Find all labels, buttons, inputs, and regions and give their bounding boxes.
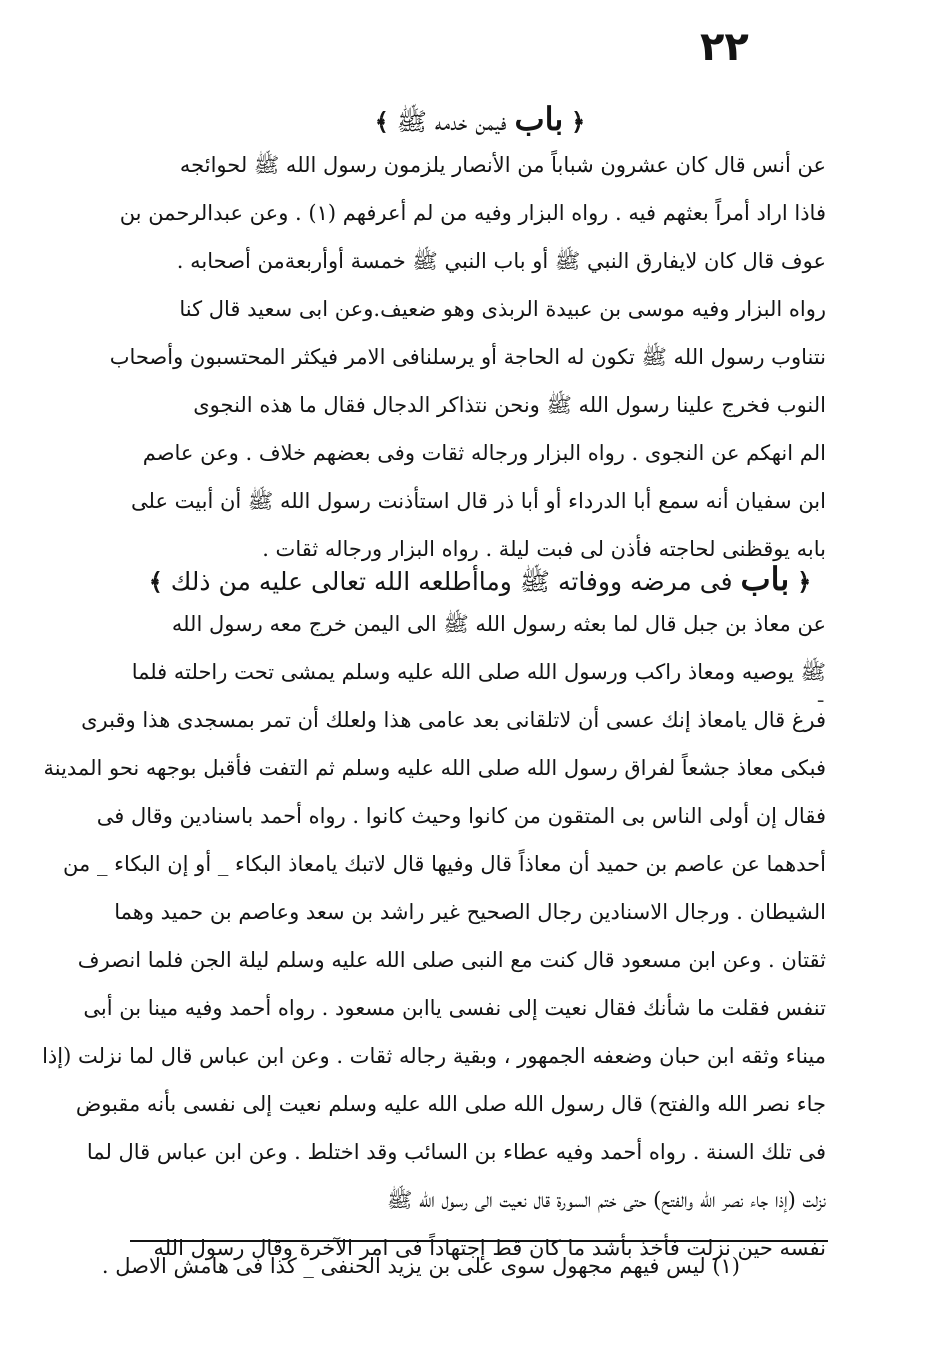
- section-heading-illness-death: [130, 554, 830, 604]
- text-line: نزلت (إذا جاء نصر الله والفتح) حتى ختم السورة قال نعيت الى رسول الله ﷺ: [386, 1188, 826, 1212]
- heading-open-ornament: ﴿: [797, 567, 812, 596]
- text-line: الم انهكم عن النجوى . رواه البزار ورجاله ثقات وفى بعضهم خلاف . وعن عاصم: [142, 441, 826, 465]
- section-2-body: [42, 600, 826, 1272]
- text-line: نفسه حين نزلت فأخذ بأشد ما كان قط إجتهاداً فى امر الآخرة وقال رسول الله: [153, 1236, 826, 1260]
- text-line: ميناء وثقه ابن حبان وضعفه الجمهور ، وبقية رجاله ثقات . وعن ابن عباس قال لما نزلت (إذا: [42, 1044, 826, 1068]
- section-1-body: [109, 141, 826, 573]
- margin-mark: ـ: [818, 686, 824, 707]
- section-heading-service: [130, 94, 830, 144]
- text-line: جاء نصر الله والفتح) قال رسول الله صلى الله عليه وسلم نعيت إلى نفسى بأنه مقبوض: [75, 1092, 826, 1116]
- text-line: رواه البزار وفيه موسى بن عبيدة الربذى وهو ضعيف.وعن ابى سعيد قال كنا: [179, 297, 826, 321]
- text-line: ابن سفيان أنه سمع أبا الدرداء أو أبا ذر قال استأذنت رسول الله ﷺ أن أبيت على: [131, 489, 826, 513]
- text-line: أحدهما عن عاصم بن حميد أن معاذاً قال وفيها قال لاتبك يامعاذ البكاء _ أو إن البكاء _ من: [63, 852, 826, 876]
- text-line: الشيطان . ورجال الاسنادين رجال الصحيح غير راشد بن سعد وعاصم بن حميد وهما: [114, 900, 826, 924]
- text-line: نتناوب رسول الله ﷺ تكون له الحاجة أو يرسلنافى الامر فيكثر المحتسبون وأصحاب: [109, 345, 826, 369]
- heading-bab-word: باب: [740, 560, 790, 598]
- heading-close-ornament: ﴾: [374, 107, 389, 136]
- heading-bab-word: باب: [514, 100, 564, 138]
- text-line: تنفس فقلت ما شأنك فقال نعيت إلى نفسى ياابن مسعود . رواه أحمد وفيه مينا بن أبى: [83, 996, 826, 1020]
- heading-close-ornament: ﴾: [148, 567, 163, 596]
- footnote: (١) ليس فيهم مجهول سوى على بن يزيد الحنفى _ كذا فى هامش الاصل .: [101, 1254, 740, 1278]
- text-line: عوف قال كان لايفارق النبي ﷺ أو باب النبي ﷺ خمسة أوأربعةمن أصحابه .: [176, 249, 826, 273]
- text-line: ﷺ يوصيه ومعاذ راكب ورسول الله صلى الله عليه وسلم يمشى تحت راحلته فلما: [131, 660, 826, 684]
- text-line: ثقتان . وعن ابن مسعود قال كنت مع النبى صلى الله عليه وسلم ليلة الجن فلما انصرف: [77, 948, 826, 972]
- text-line: النوب فخرج علينا رسول الله ﷺ ونحن نتذاكر الدجال فقال ما هذه النجوى: [193, 393, 826, 417]
- heading-title: فى مرضه ووفاته ﷺ وماأطلعه الله تعالى عليه من ذلك: [170, 567, 733, 596]
- heading-open-ornament: ﴿: [571, 107, 586, 136]
- text-line: عن معاذ بن جبل قال لما بعثه رسول الله ﷺ الى اليمن خرج معه رسول الله: [171, 612, 826, 636]
- text-line: فرغ قال يامعاذ إنك عسى أن لاتلقانى بعد عامى هذا ولعلك أن تمر بمسجدى هذا وقبرى: [81, 708, 826, 732]
- footnote-divider: [130, 1240, 828, 1242]
- page-number: ٢٢: [700, 24, 749, 70]
- text-line: فبكى معاذ جشعاً لفراق رسول الله صلى الله عليه وسلم ثم التفت فأقبل بوجهه نحو المدينة: [43, 756, 826, 780]
- text-line: فى تلك السنة . رواه أحمد وفيه عطاء بن السائب وقد اختلط . وعن ابن عباس قال لما: [86, 1140, 826, 1164]
- text-line: فاذا اراد أمراً بعثهم فيه . رواه البزار وفيه من لم أعرفهم (١) . وعن عبدالرحمن بن: [119, 201, 826, 225]
- text-line: فقال إن أولى الناس بى المتقون من كانوا وحيث كانوا . رواه أحمد باسنادين وقال فى: [96, 804, 826, 828]
- text-line: بابه يوقظنى لحاجته فأذن لى فبت ليلة . رواه البزار ورجاله ثقات .: [262, 537, 826, 561]
- heading-title: فيمن خدمه ﷺ: [396, 107, 507, 136]
- text-line: عن أنس قال كان عشرون شباباً من الأنصار يلزمون رسول الله ﷺ لحوائجه: [179, 153, 826, 177]
